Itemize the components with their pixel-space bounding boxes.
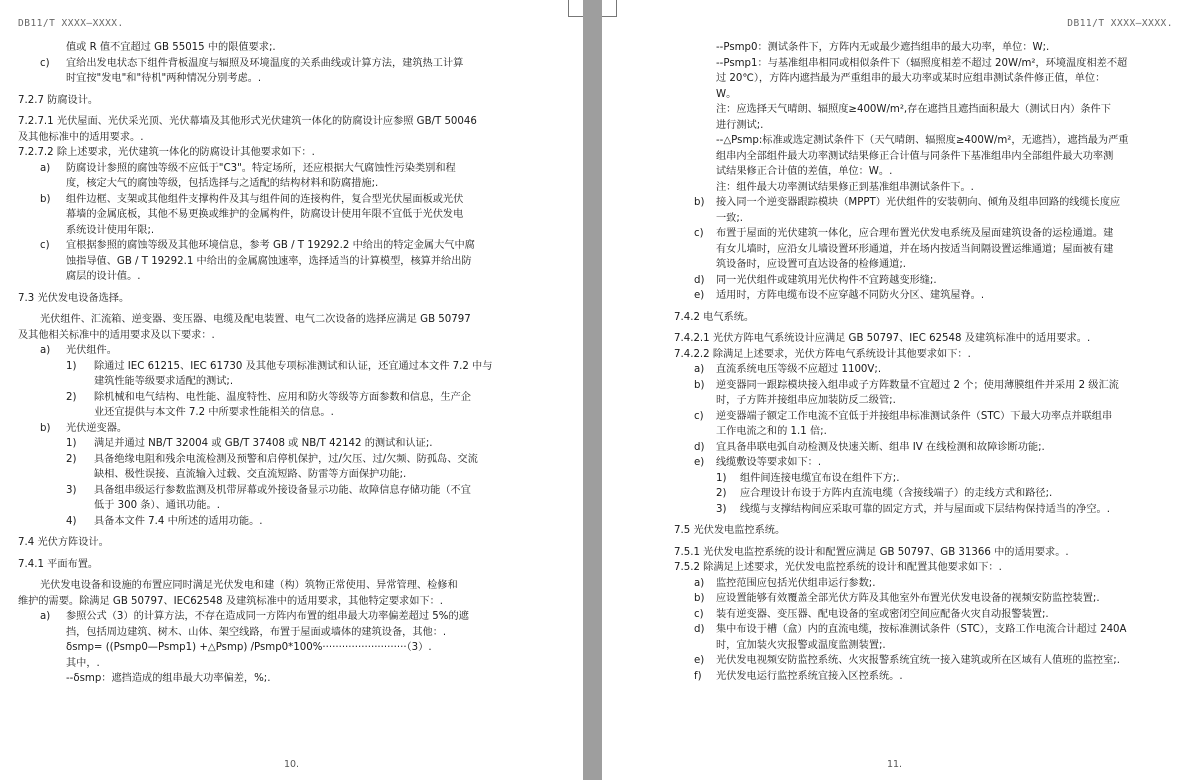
text-line <box>618 195 1173 211</box>
text-line <box>618 424 1173 440</box>
list-marker: d) <box>694 274 705 286</box>
line-text: 接入同一个逆变器跟踪模块（MPPT）光伏组件的安装朝向、倾角及组串回路的线缆长度应 <box>716 197 1121 208</box>
text-line <box>618 71 1173 87</box>
line-text: 光伏组件、汇流箱、逆变器、变压器、电缆及配电装置、电气二次设备的选择应满足 GB 50797 <box>40 314 471 325</box>
text-line <box>18 312 569 328</box>
text-line <box>618 257 1173 273</box>
text-line <box>18 640 569 656</box>
text-line <box>618 560 1173 576</box>
text-line <box>618 653 1173 669</box>
text-line <box>18 405 569 421</box>
text-line <box>618 669 1173 685</box>
text-line <box>18 498 569 514</box>
line-text: 组件边框、支架或其他组件支撑构件及其与组件间的连接构件，复合型光伏屋面板或光伏 <box>66 193 464 205</box>
text-line <box>18 578 569 594</box>
line-text: 具备组串级运行参数监测及机带屏幕或外接设备显示功能、故障信息存储功能（不宜 <box>94 484 471 496</box>
list-marker: 1) <box>66 360 77 372</box>
text-line <box>18 343 569 359</box>
line-text: 应设置能够有效覆盖全部光伏方阵及其他室外布置光伏发电设备的视频安防监控装置;. <box>716 593 1100 604</box>
line-text: 宜具备串联电弧自动检测及快速关断、组串 IV 在线检测和故障诊断功能;. <box>716 441 1045 453</box>
page-number: 10. <box>283 759 300 770</box>
text-line <box>618 87 1173 103</box>
line-text: 具备本文件 7.4 中所述的适用功能。. <box>94 515 263 527</box>
line-text: 参照公式（3）的计算方法，不存在造成同一方阵内布置的组串最大功率偏差超过 5%的遮 <box>66 611 469 622</box>
text-line <box>18 161 569 177</box>
list-marker: a) <box>40 162 51 174</box>
line-text: 逆变器端子额定工作电流不宜低于并接组串标准测试条件（STC）下最大功率点并联组串 <box>716 410 1113 422</box>
line-text: 注：应选择天气晴朗、辐照度≥400W/m²,存在遮挡且遮挡面积最大（测试日内）条件下 <box>716 104 1111 115</box>
page-header: DB11/T XXXX—XXXX. <box>18 18 124 29</box>
list-marker: c) <box>694 608 704 620</box>
text-line <box>18 207 569 223</box>
list-marker: f) <box>694 670 702 682</box>
line-text: 光伏发电视频安防监控系统、火灾报警系统宜统一接入建筑或所在区域有人值班的监控室;. <box>716 655 1120 666</box>
list-marker: d) <box>694 624 705 635</box>
text-line <box>618 102 1173 118</box>
list-marker: 2) <box>66 453 77 465</box>
line-text: 腐层的设计值。. <box>66 271 141 282</box>
text-line <box>618 622 1173 638</box>
line-text: 组件间连接电缆宜布设在组件下方;. <box>740 472 900 484</box>
line-text: 7.2.7 防腐设计。 <box>18 94 99 106</box>
line-text: 7.5 光伏发电监控系统。 <box>674 525 786 536</box>
list-marker: e) <box>694 290 705 301</box>
text-line <box>618 523 1173 539</box>
list-marker: a) <box>694 577 705 589</box>
list-marker: c) <box>694 410 704 422</box>
text-line <box>18 609 569 625</box>
text-line <box>618 164 1173 180</box>
list-marker: 3) <box>716 503 727 515</box>
line-text: 防腐设计参照的腐蚀等级不应低于"C3"。特定场所，还应根据大气腐蚀性污染类别和程 <box>66 162 456 174</box>
text-line <box>18 625 569 641</box>
line-text: 布置于屋面的光伏建筑一体化，应合理布置光伏发电系统及屋面建筑设备的运检通道。建 <box>716 228 1114 239</box>
page-header: DB11/T XXXX—XXXX. <box>1067 18 1173 29</box>
line-text: --Psmp1：与基准组串相同或相似条件下（辐照度相差不超过 20W/m²，环境温度相差不超 <box>716 57 1128 69</box>
text-line <box>18 223 569 239</box>
text-line <box>618 118 1173 134</box>
line-text: 直流系统电压等级不应超过 1100V;. <box>716 364 882 375</box>
text-line <box>618 502 1173 518</box>
list-marker: c) <box>694 228 704 239</box>
line-text: 值或 R 值不宜超过 GB 55015 中的限值要求;. <box>66 42 276 53</box>
line-text: 蚀指导值、GB / T 19292.1 中给出的金属腐蚀速率，选择适当的计算模型，核算并给出防 <box>66 255 472 267</box>
line-text: 7.4 光伏方阵设计。 <box>18 537 109 548</box>
line-text: 光伏组件。 <box>66 345 117 356</box>
list-marker: 3) <box>66 484 77 496</box>
line-text: 具备绝缘电阻和残余电流检测及预警和启停机保护，过/欠压、过/欠频、防孤岛、交流 <box>94 453 478 465</box>
text-line <box>618 440 1173 456</box>
line-text: 宜给出发电状态下组件背板温度与辐照及环境温度的关系曲线或计算方法，建筑热工计算 <box>66 57 464 69</box>
line-text: 挡，包括周边建筑、树木、山体、架空线路，布置于屋面或墙体的建筑设备，其他：. <box>66 626 447 638</box>
line-text: 过 20℃），方阵内遮挡最为严重组串的最大功率或某时应组串测试条件修正值，单位： <box>716 73 1106 84</box>
line-text: 维护的需要。除满足 GB 50797、IEC62548 及建筑标准中的适用要求，其他特定要求如下：. <box>18 595 444 607</box>
line-text: δsmp= ((Psmp0—Psmp1) +△Psmp) /Psmp0*100%··························（3）. <box>66 642 432 653</box>
text-line <box>18 93 569 109</box>
text-line <box>618 393 1173 409</box>
line-text: 度，核定大气的腐蚀等级，包括选择与之适配的结构材料和防腐措施;. <box>66 178 379 189</box>
line-text: 应合理设计布设于方阵内直流电缆（含接线端子）的走线方式和路径;. <box>740 488 1053 499</box>
text-line <box>18 56 569 72</box>
document-page-left <box>0 0 583 780</box>
list-marker: b) <box>694 197 705 208</box>
line-text: 缺相、极性误接、直流输入过载、交直流短路、防雷等方面保护功能;. <box>94 469 407 480</box>
line-text: --△Psmp:标准或选定测试条件下（天气晴朗、辐照度≥400W/m²，无遮挡），遮挡最为严重 <box>716 135 1129 146</box>
line-text: 适用时，方阵电缆布设不应穿越不同防火分区、建筑屋脊。. <box>716 290 985 301</box>
line-text: --δsmp：遮挡造成的组串最大功率偏差，%;. <box>66 673 271 684</box>
line-text: W。 <box>716 88 737 100</box>
text-line <box>18 390 569 406</box>
page-body <box>618 40 1173 684</box>
line-text: 监控范围应包括光伏组串运行参数;. <box>716 577 876 589</box>
list-marker: 4) <box>66 515 77 527</box>
text-line <box>18 254 569 270</box>
text-line <box>618 226 1173 242</box>
text-line <box>18 269 569 285</box>
line-text: 进行测试;. <box>716 119 764 131</box>
text-line <box>18 71 569 87</box>
line-text: 7.3 光伏发电设备选择。 <box>18 292 130 304</box>
document-page-right <box>602 0 1187 780</box>
list-marker: b) <box>40 193 51 205</box>
line-text: 时，子方阵并接组串应加装防反二级管;. <box>716 395 896 406</box>
line-text: 注：组件最大功率测试结果修正到基准组串测试条件下。. <box>716 181 974 193</box>
line-text: 除机械和电气结构、电性能、温度特性、应用和防火等级等方面参数和信息，生产企 <box>94 391 471 403</box>
text-line <box>18 594 569 610</box>
text-line <box>18 176 569 192</box>
line-text: 时宜按"发电"和"待机"两种情况分别考虑。. <box>66 73 262 84</box>
line-text: 7.4.2 电气系统。 <box>674 311 755 323</box>
line-text: 工作电流之和的 1.1 倍;. <box>716 426 827 437</box>
line-text: 光伏发电运行监控系统宜接入区控系统。. <box>716 670 903 682</box>
list-marker: d) <box>694 441 705 453</box>
text-line <box>18 238 569 254</box>
text-line <box>18 514 569 530</box>
text-line <box>618 347 1173 363</box>
text-line <box>618 591 1173 607</box>
line-text: 7.2.7.1 光伏屋面、光伏采光顶、光伏幕墙及其他形式光伏建筑一体化的防腐设计应参照 GB/T 50046 <box>18 116 477 127</box>
text-line <box>618 180 1173 196</box>
text-line <box>18 467 569 483</box>
line-text: 系统设计使用年限;. <box>66 224 155 236</box>
list-marker: e) <box>694 457 705 468</box>
text-line <box>618 242 1173 258</box>
text-line <box>18 192 569 208</box>
line-text: 及其他相关标准中的适用要求及以下要求：. <box>18 329 215 341</box>
text-line <box>18 436 569 452</box>
text-line <box>18 535 569 551</box>
line-text: 同一光伏组件或建筑用光伏构件不宜跨越变形缝;. <box>716 274 937 286</box>
text-line <box>618 149 1173 165</box>
line-text: 幕墙的金属底板，其他不易更换或维护的金属构件，防腐设计使用年限不宜低于光伏发电 <box>66 209 464 220</box>
list-marker: 2) <box>716 488 727 499</box>
list-marker: a) <box>40 611 51 622</box>
text-line <box>18 359 569 375</box>
line-text: 时，宜加装火灾报警或温度监测装置;. <box>716 639 886 651</box>
line-text: 7.5.2 除满足上述要求，光伏发电监控系统的设计和配置其他要求如下：. <box>674 562 1002 573</box>
text-line <box>18 328 569 344</box>
text-line <box>618 409 1173 425</box>
line-text: 有女儿墙时，应沿女儿墙设置环形通道，并在场内按适当间隔设置运维通道；屋面被有建 <box>716 243 1114 255</box>
line-text: 宜根据参照的腐蚀等级及其他环境信息，参考 GB / T 19292.2 中给出的特定金属大气中腐 <box>66 240 475 251</box>
text-line <box>618 607 1173 623</box>
line-text: 筑设备时，应设置可直达设备的检修通道;. <box>716 259 907 270</box>
list-marker: c) <box>40 57 50 69</box>
text-line <box>618 40 1173 56</box>
text-line <box>18 130 569 146</box>
line-text: 装有逆变器、变压器、配电设备的室或密闭空间应配备火灾自动报警装置;. <box>716 608 1049 620</box>
line-text: 7.4.1 平面布置。 <box>18 558 99 570</box>
line-text: 其中，. <box>66 657 100 669</box>
text-line <box>618 310 1173 326</box>
line-text: 满足并通过 NB/T 32004 或 GB/T 37408 或 NB/T 42142 的测试和认证;. <box>94 438 433 449</box>
text-line <box>18 671 569 687</box>
line-text: 集中布设于槽（盒）内的直流电缆，按标准测试条件（STC），支路工作电流合计超过 240A <box>716 624 1127 635</box>
text-line <box>618 331 1173 347</box>
text-line <box>18 114 569 130</box>
list-marker: b) <box>694 593 705 604</box>
line-text: 组串内全部组件最大功率测试结果修正合计值与同条件下基准组串内全部组件最大功率测 <box>716 150 1114 162</box>
line-text: 7.5.1 光伏发电监控系统的设计和配置应满足 GB 50797、GB 31366 中的适用要求。. <box>674 546 1069 558</box>
crop-mark <box>602 0 617 17</box>
list-marker: 1) <box>716 472 727 484</box>
line-text: 线缆与支撑结构间应采取可靠的固定方式，并与屋面或下层结构保持适当的净空。. <box>740 503 1110 515</box>
list-marker: e) <box>694 655 705 666</box>
text-line <box>618 273 1173 289</box>
text-line <box>618 211 1173 227</box>
text-line <box>18 40 569 56</box>
text-line <box>18 483 569 499</box>
list-marker: 1) <box>66 438 77 449</box>
line-text: 逆变器同一跟踪模块接入组串或子方阵数量不宜超过 2 个；使用薄膜组件并采用 2 级汇流 <box>716 379 1119 391</box>
text-line <box>618 638 1173 654</box>
list-marker: a) <box>40 345 51 356</box>
line-text: 试结果修正合计值的差值，单位：W。. <box>716 166 893 177</box>
text-line <box>618 545 1173 561</box>
text-line <box>618 455 1173 471</box>
text-line <box>618 362 1173 378</box>
text-line <box>18 452 569 468</box>
line-text: 除通过 IEC 61215、IEC 61730 及其他专项标准测试和认证，还宜通过本文件 7.2 中与 <box>94 360 493 372</box>
list-marker: a) <box>694 364 705 375</box>
page-body <box>18 40 569 687</box>
text-line <box>618 56 1173 72</box>
line-text: 7.4.2.1 光伏方阵电气系统设计应满足 GB 50797、IEC 62548 及建筑标准中的适用要求。. <box>674 333 1091 344</box>
text-line <box>618 378 1173 394</box>
text-line <box>618 486 1173 502</box>
line-text: 及其他标准中的适用要求。. <box>18 131 144 143</box>
text-line <box>18 557 569 573</box>
line-text: 7.2.7.2 除上述要求，光伏建筑一体化的防腐设计其他要求如下：. <box>18 147 315 158</box>
text-line <box>18 656 569 672</box>
line-text: 一致;. <box>716 212 744 224</box>
line-text: 光伏发电设备和设施的布置应同时满足光伏发电和建（构）筑物正常使用、异常管理、检修和 <box>40 580 458 591</box>
line-text: --Psmp0：测试条件下，方阵内无或最少遮挡组串的最大功率，单位：W;. <box>716 42 1050 53</box>
line-text: 7.4.2.2 除满足上述要求，光伏方阵电气系统设计其他要求如下：. <box>674 348 971 360</box>
line-text: 线缆敷设等要求如下：. <box>716 457 822 468</box>
list-marker: c) <box>40 240 50 251</box>
text-line <box>618 576 1173 592</box>
page-number: 11. <box>886 759 903 770</box>
text-line <box>618 471 1173 487</box>
line-text: 建筑性能等级要求适配的测试;. <box>94 376 234 387</box>
line-text: 低于 300 条）、通讯功能。. <box>94 500 220 511</box>
text-line <box>618 133 1173 149</box>
text-line <box>618 288 1173 304</box>
list-marker: 2) <box>66 391 77 403</box>
line-text: 光伏逆变器。 <box>66 422 128 434</box>
crop-mark <box>568 0 583 17</box>
list-marker: b) <box>694 379 705 391</box>
line-text: 业还宜提供与本文件 7.2 中所要求性能相关的信息。. <box>94 407 334 418</box>
list-marker: b) <box>40 422 51 434</box>
text-line <box>18 145 569 161</box>
text-line <box>18 421 569 437</box>
text-line <box>18 374 569 390</box>
text-line <box>18 291 569 307</box>
